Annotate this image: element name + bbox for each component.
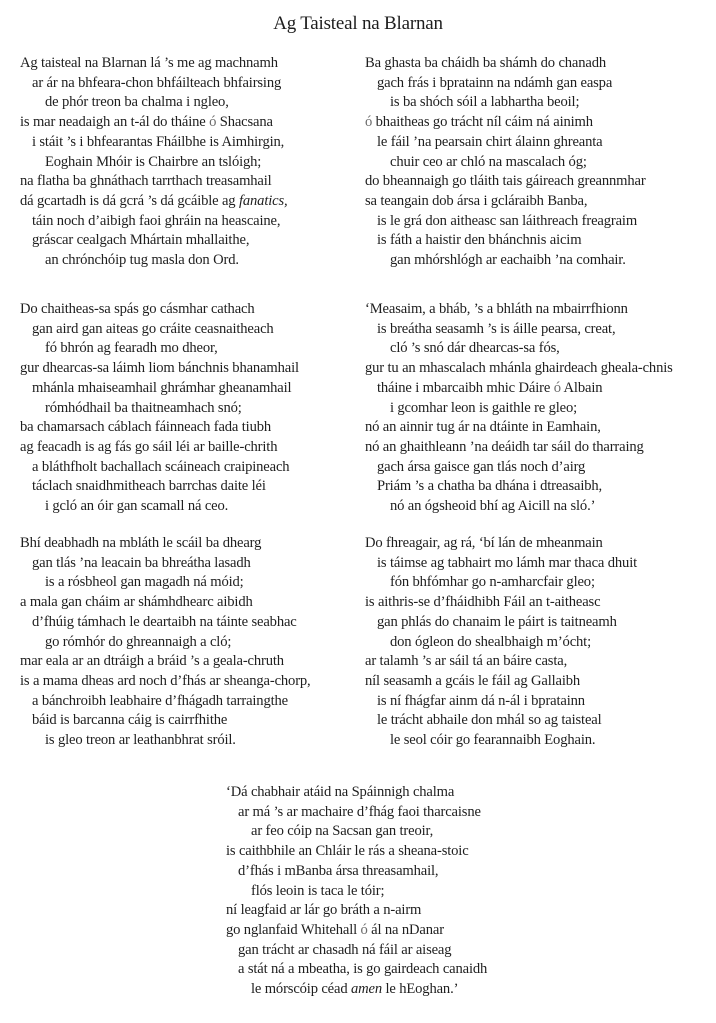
poem-line: le seol cóir go fearannaibh Eoghain. <box>390 732 596 749</box>
poem-line: Do chaitheas-sa spás go cásmhar cathach <box>20 301 255 317</box>
poem-line: flós leoin is taca le tóir; <box>251 882 385 899</box>
poem-line: chuir ceo ar chló na mascalach óg; <box>390 153 587 170</box>
poem-line: de phór treon ba chalma i ngleo, <box>45 94 229 111</box>
poem-line: ní leagfaid ar lár go bráth a n-airm <box>226 902 422 919</box>
poem-line: is aithris-se d’fháidhibh Fáil an t-aitheasc <box>365 594 601 611</box>
poem-line: d’fhás i mBanba ársa threasamhail, <box>238 862 439 879</box>
poem-line: báid is barcanna cáig is cairrfhithe <box>32 712 228 729</box>
poem-line: na flatha ba ghnáthach tarrthach treasamhail <box>20 173 272 190</box>
poem-line: gur tu an mhascalach mhánla ghairdeach gheala-chnis <box>365 360 673 377</box>
poem-line: a bánchroibh leabhaire d’fhágadh tarraingthe <box>32 692 288 709</box>
poem-line: an chrónchóip tug masla don Ord. <box>45 252 239 269</box>
poem-line: táin noch d’aibigh faoi ghráin na heascaine, <box>32 212 281 229</box>
poem-line: le fáil ’na pearsain chirt álainn ghreanta <box>377 133 603 150</box>
poem-line: go rómhór do ghreannaigh a cló; <box>45 633 232 650</box>
poem-line: Ba ghasta ba cháidh ba shámh do chanadh <box>365 55 607 71</box>
poem-line: Eoghain Mhóir is Chairbre an tslóigh; <box>45 153 262 170</box>
poem-line: is a rósbheol gan magadh ná móid; <box>45 574 244 591</box>
poem-line: nó an ógsheoid bhí ag Aicill na sló.’ <box>390 498 596 515</box>
poem-line: gan tlás ’na leacain ba bhreátha lasadh <box>32 554 251 571</box>
poem-line: ar talamh ’s ar sáil tá an báire casta, <box>365 653 568 670</box>
poem-line: mhánla mhaiseamhail ghrámhar gheanamhail <box>32 379 292 396</box>
poem-line: dá gcartadh is dá gcrá ’s dá gcáible ag fanatics, <box>20 192 288 209</box>
poem-line: is caithbhile an Chláir le rás a sheana-stoic <box>226 843 469 860</box>
poem-line: gráscar cealgach Mhártain mhallaithe, <box>32 232 250 249</box>
poem-line: le mórscóip céad amen le hEoghan.’ <box>251 981 459 998</box>
poem-line: gan mhórshlógh ar eachaibh ’na comhair. <box>390 252 626 269</box>
poem-line: ar má ’s ar machaire d’fhág faoi tharcaisne <box>238 803 481 820</box>
stanza-7 <box>226 783 487 1000</box>
poem-line: is mar neadaigh an t-ál do tháine ó Shacsana <box>20 114 273 131</box>
poem-line: fón bhfómhar go n-amharcfair gleo; <box>390 574 595 591</box>
poem-line: i gcló an óir gan scamall ná ceo. <box>45 498 229 515</box>
poem-line: gan aird gan aiteas go cráite ceasnaitheach <box>32 320 274 337</box>
poem-line: is ní fhágfar ainm dá n-ál i bpratainn <box>377 692 585 709</box>
poem-line: Do fhreagair, ag rá, ‘bí lán de mheanmain <box>365 535 603 551</box>
poem-line: i gcomhar leon is gaithle re gleo; <box>390 399 578 416</box>
poem-line: is breátha seasamh ’s is áille pearsa, creat, <box>377 320 616 337</box>
poem-line: do bheannaigh go tláith tais gáireach greannmhar <box>365 173 646 190</box>
poem-line: is táimse ag tabhairt mo lámh mar thaca dhuit <box>377 554 637 571</box>
poem-line: Bhí deabhadh na mbláth le scáil ba dhearg <box>20 535 262 551</box>
poem-line: táclach snaidhmitheach barrchas daite léi <box>32 478 266 495</box>
stanza-1 <box>20 54 287 271</box>
stanza-2 <box>20 300 299 517</box>
poem-line: ó bhaitheas go trácht níl cáim ná ainimh <box>365 114 593 131</box>
poem-line: ar ár na bhfeara-chon bhfáilteach bhfairsing <box>32 74 282 91</box>
poem-line: cló ’s snó dár dhearcas-sa fós, <box>390 340 560 357</box>
stanza-5 <box>365 300 673 517</box>
poem-line: a stát ná a mbeatha, is go gairdeach canaidh <box>238 961 488 978</box>
stanza-3 <box>20 534 311 751</box>
poem-line: d’fhúig támhach le deartaibh na táinte seabhac <box>32 613 297 630</box>
poem-line: sa teangain dob ársa i gcláraibh Banba, <box>365 192 588 209</box>
poem-line: gach frás i bpratainn na ndámh gan easpa <box>377 74 613 91</box>
poem-line: ‘Measaim, a bháb, ’s a bhláth na mbairrfhionn <box>365 301 628 317</box>
poem-line: i stáit ’s i bhfearantas Fháilbhe is Aimhirgin, <box>32 133 285 150</box>
poem-line: Ag taisteal na Blarnan lá ’s me ag machnamh <box>20 55 278 71</box>
stanza-6 <box>365 534 637 751</box>
poem-line: ar feo cóip na Sacsan gan treoir, <box>251 823 434 840</box>
poem-line: is gleo treon ar leathanbhrat sróil. <box>45 732 236 749</box>
poem-line: nó an ghaithleann ’na deáidh tar sáil do tharraing <box>365 438 644 455</box>
poem-line: ag feacadh is ag fás go sáil léi ar baille-chrith <box>20 438 278 455</box>
poem-line: is a mama dheas ard noch d’fhás ar sheanga-chorp, <box>20 672 311 689</box>
poem-line: ‘Dá chabhair atáid na Spáinnigh chalma <box>226 784 455 800</box>
poem-title: Ag Taisteal na Blarnan <box>273 13 443 34</box>
poem-line: tháine i mbarcaibh mhic Dáire ó Albain <box>377 379 603 396</box>
poem-line: níl seasamh a gcáis le fáil ag Gallaibh <box>365 672 581 689</box>
poem-line: fó bhrón ag fearadh mo dheor, <box>45 340 218 357</box>
poem-line: a mala gan cháim ar shámhdhearc aibidh <box>20 594 253 611</box>
poem-line: gan trácht ar chasadh ná fáil ar aiseag <box>238 941 452 958</box>
poem-line: le trácht abhaile don mhál so ag taisteal <box>377 712 602 729</box>
poem-line: mar eala ar an dtráigh a bráid ’s a geala-chruth <box>20 653 284 670</box>
poem-line: gach ársa gaisce gan tlás noch d’airg <box>377 458 586 475</box>
poem-line: gan phlás do chanaim le páirt is taitneamh <box>377 613 617 630</box>
poem-line: is le grá don aitheasc san láithreach freagraim <box>377 212 638 229</box>
poem-line: is fáth a haistir den bhánchnis aicim <box>377 232 582 249</box>
poem-line: rómhódhail ba thaitneamhach snó; <box>45 399 242 416</box>
poem-line: go nglanfaid Whitehall ó ál na nDanar <box>226 921 444 938</box>
poem-line: Priám ’s a chatha ba dhána i dtreasaibh, <box>377 478 603 495</box>
poem-line: a bláthfholt bachallach scáineach craipineach <box>32 458 290 475</box>
poem-line: ba chamarsach cáblach fáinneach fada tiubh <box>20 419 272 436</box>
stanza-4 <box>365 54 646 271</box>
poem-line: gur dhearcas-sa láimh liom bánchnis bhanamhail <box>20 360 299 377</box>
poem-line: don ógleon do shealbhaigh m’ócht; <box>390 633 591 650</box>
poem-line: nó an ainnir tug ár na dtáinte in Eamhain, <box>365 419 601 436</box>
poem-line: is ba shóch sóil a labhartha beoil; <box>390 94 580 111</box>
